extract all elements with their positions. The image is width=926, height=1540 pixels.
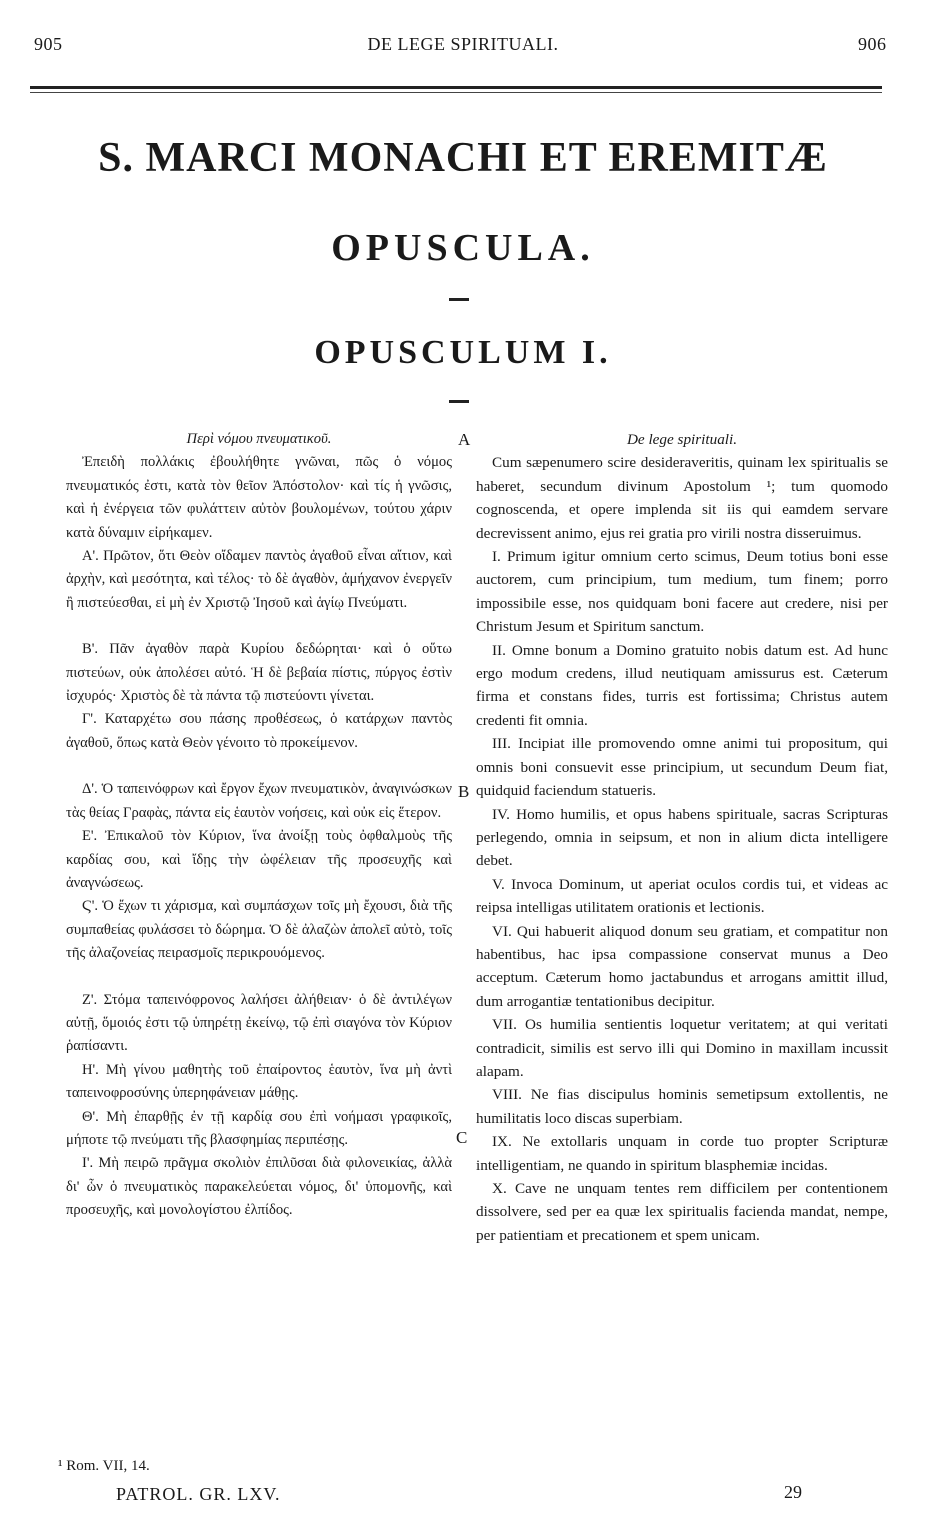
latin-paragraph: X. Cave ne unquam tentes rem difficilem per contentionem dissolvere, sed per ea quæ lex spiritualis facienda mandat, nempe, per patientiam et precationem et spem unicam. xyxy=(476,1180,888,1244)
latin-paragraph: VI. Qui habuerit aliquod donum seu gratiam, et compatitur non habentibus, hac ipsa compassione conservat munus a Deo acceptum. Cæterum homo jactabundus et arrogans amittit illud, dum arrogantiæ tentationibus decipitur. xyxy=(476,922,888,1010)
gathering-number: 29 xyxy=(784,1482,802,1502)
greek-column xyxy=(66,428,452,1223)
greek-paragraph: Ι'. Μὴ πειρῶ πρᾶγμα σκολιὸν ἐπιλῦσαι διὰ φιλονεικίας, ἀλλὰ δι' ὧν ὁ πνευματικὸς παρακελεύεται νόμος, δι' ὑπομονῆς, καὶ προσευχῆς, καὶ μονολογίστου ἐλπίδος. xyxy=(66,1155,452,1219)
page-number-right: 906 xyxy=(858,34,887,54)
greek-paragraph: Ἐπειδὴ πολλάκις ἐβουλήθητε γνῶναι, πῶς ὁ νόμος πνευματικός ἐστι, κατὰ τὸν θεῖον Ἀπόστολον· καὶ τίς ἡ γνῶσις, καὶ ἡ ἐνέργεια τῶν φυλάττειν αὐτὸν βουλομένων, τούτου χάριν κατὰ δύναμιν εἰρήκαμεν. xyxy=(66,454,452,541)
greek-paragraph: Δ'. Ὁ ταπεινόφρων καὶ ἔργον ἔχων πνευματικὸν, ἀναγινώσκων τὰς θείας Γραφὰς, πάντα εἰς ἑαυτὸν νοήσεις, καὶ οὐκ εἰς ἕτερον. xyxy=(66,781,452,821)
greek-paragraph: Θ'. Μὴ ἐπαρθῇς ἐν τῇ καρδίᾳ σου ἐπὶ νοήμασι γραφικοῖς, μήποτε τῷ πνεύματι τῆς βλασφημίας περιπέσῃς. xyxy=(66,1108,452,1148)
section-divider xyxy=(449,400,469,403)
greek-paragraph: Ϛ'. Ὁ ἔχων τι χάρισμα, καὶ συμπάσχων τοῖς μὴ ἔχουσι, διὰ τῆς συμπαθείας φυλάσσει τὸ δώρημα. Ὁ δὲ ἀλαζὼν ἀπολεῖ αὐτὸ, τοῖς τῆς ἀλαζονείας πειρασμοῖς περικρουόμενος. xyxy=(66,898,452,962)
running-title: DE LEGE SPIRITUALI. xyxy=(367,34,559,54)
title-divider xyxy=(449,298,469,301)
work-subtitle: OPUSCULA. xyxy=(331,227,595,269)
latin-paragraph: IX. Ne extollaris unquam in corde tuo propter Scripturæ intelligentiam, ne quando in spiritum blasphemiæ incidas. xyxy=(476,1133,888,1174)
margin-marker-b: B xyxy=(458,782,470,801)
margin-marker-a: A xyxy=(458,430,471,449)
greek-paragraph: Γ'. Καταρχέτω σου πάσης προθέσεως, ὁ κατάρχων παντὸς ἀγαθοῦ, ὅπως κατὰ Θεὸν γένοιτο τὸ προκείμενον. xyxy=(66,711,452,751)
greek-paragraph: Ζ'. Στόμα ταπεινόφρονος λαλήσει ἀλήθειαν· ὁ δὲ ἀντιλέγων αὐτῇ, ὅμοιός ἐστι τῷ ὑπηρέτῃ ἐκείνῳ, τῷ ἐπὶ σιαγόνα τὸν Κύριον ῥαπίσαντι. xyxy=(66,991,452,1055)
latin-column xyxy=(476,428,888,1247)
latin-paragraph: Cum sæpenumero scire desideraveritis, quinam lex spiritualis se haberet, secundum divinum Apostolum ¹; tum quomodo cognoscenda, et opere implenda sit iis qui eamdem servare decrevissent animo, ejus rei gratia pro virili nostra disseruimus. xyxy=(476,454,888,542)
header-rule-thin xyxy=(30,92,882,93)
greek-paragraph: Ε'. Ἐπικαλοῦ τὸν Κύριον, ἵνα ἀνοίξῃ τοὺς ὀφθαλμοὺς τῆς καρδίας σου, καὶ ἴδῃς τὴν ὠφέλειαν τῆς προσευχῆς καὶ ἀναγνώσεως. xyxy=(66,828,452,891)
latin-paragraph: VII. Os humilia sentientis loquetur veritatem; at qui veritati contradicit, similis est servo illi qui Domino in maxillam incussit alapam. xyxy=(476,1016,888,1080)
latin-paragraph: II. Omne bonum a Domino gratuito nobis datum est. Ad hunc ergo modum credens, illud neutiquam amissurus est. Cæterum firma et constans fides, turris est fortissima; Christus autem credenti fit omnia. xyxy=(476,641,888,729)
latin-heading: De lege spirituali. xyxy=(626,431,738,448)
opusculum-title: OPUSCULUM I. xyxy=(314,334,612,371)
margin-marker-c: C xyxy=(456,1128,468,1147)
greek-paragraph: Η'. Μὴ γίνου μαθητὴς τοῦ ἐπαίροντος ἑαυτὸν, ἵνα μὴ ἀντὶ ταπεινοφροσύνης ὑπερηφάνειαν μάθῃς. xyxy=(66,1061,452,1102)
series-signature: PATROL. GR. LXV. xyxy=(116,1484,281,1504)
latin-paragraph: IV. Homo humilis, et opus habens spirituale, sacras Scripturas perlegendo, omnia in seipsum, et non in alium dicta intelligere debet. xyxy=(476,805,888,870)
latin-paragraph: V. Invoca Dominum, ut aperiat oculos cordis tui, et videas ac reipsa intelligas utilitatem orationis et lectionis. xyxy=(476,875,888,917)
work-title: S. MARCI MONACHI ET EREMITÆ xyxy=(98,135,828,181)
page-number-left: 905 xyxy=(34,34,63,54)
greek-paragraph: Β'. Πᾶν ἀγαθὸν παρὰ Κυρίου δεδώρηται· καὶ ὁ οὕτω πιστεύων, οὐκ ἀπολέσει αὐτό. Ἡ δὲ βεβαία πίστις, πύργος ἐστὶν ἰσχυρός· Χριστὸς δὲ τὰ πάντα τῷ πιστεύοντι γίνεται. xyxy=(66,641,452,705)
header-rule-thick xyxy=(30,86,882,89)
footnote: ¹ Rom. VII, 14. xyxy=(58,1458,150,1474)
greek-heading: Περὶ νόμου πνευματικοῦ. xyxy=(186,431,332,447)
latin-paragraph: III. Incipiat ille promovendo omne animi tui propositum, qui omnis boni consuevit esse principium, ut secundum Deum fiat, quidquid faciendum statueris. xyxy=(476,735,888,800)
latin-paragraph: I. Primum igitur omnium certo scimus, Deum totius boni esse auctorem, cum principium, tum medium, tum finem; porro impossibile esse, nos quidquam boni facere aut credere, nisi per Christum Jesum et Spiritum sanctum. xyxy=(476,548,888,636)
greek-paragraph: Α'. Πρῶτον, ὅτι Θεὸν οἴδαμεν παντὸς ἀγαθοῦ εἶναι αἴτιον, καὶ ἀρχὴν, καὶ μεσότητα, καὶ τέλος· τὸ δὲ ἀγαθὸν, ἀμήχανον ἐνεργεῖν ἢ πιστεύεσθαι, εἰ μὴ ἐν Χριστῷ Ἰησοῦ καὶ ἁγίῳ Πνεύματι. xyxy=(66,548,452,611)
latin-paragraph: VIII. Ne fias discipulus hominis semetipsum extollentis, ne humilitatis loco discas superbiam. xyxy=(476,1086,888,1127)
